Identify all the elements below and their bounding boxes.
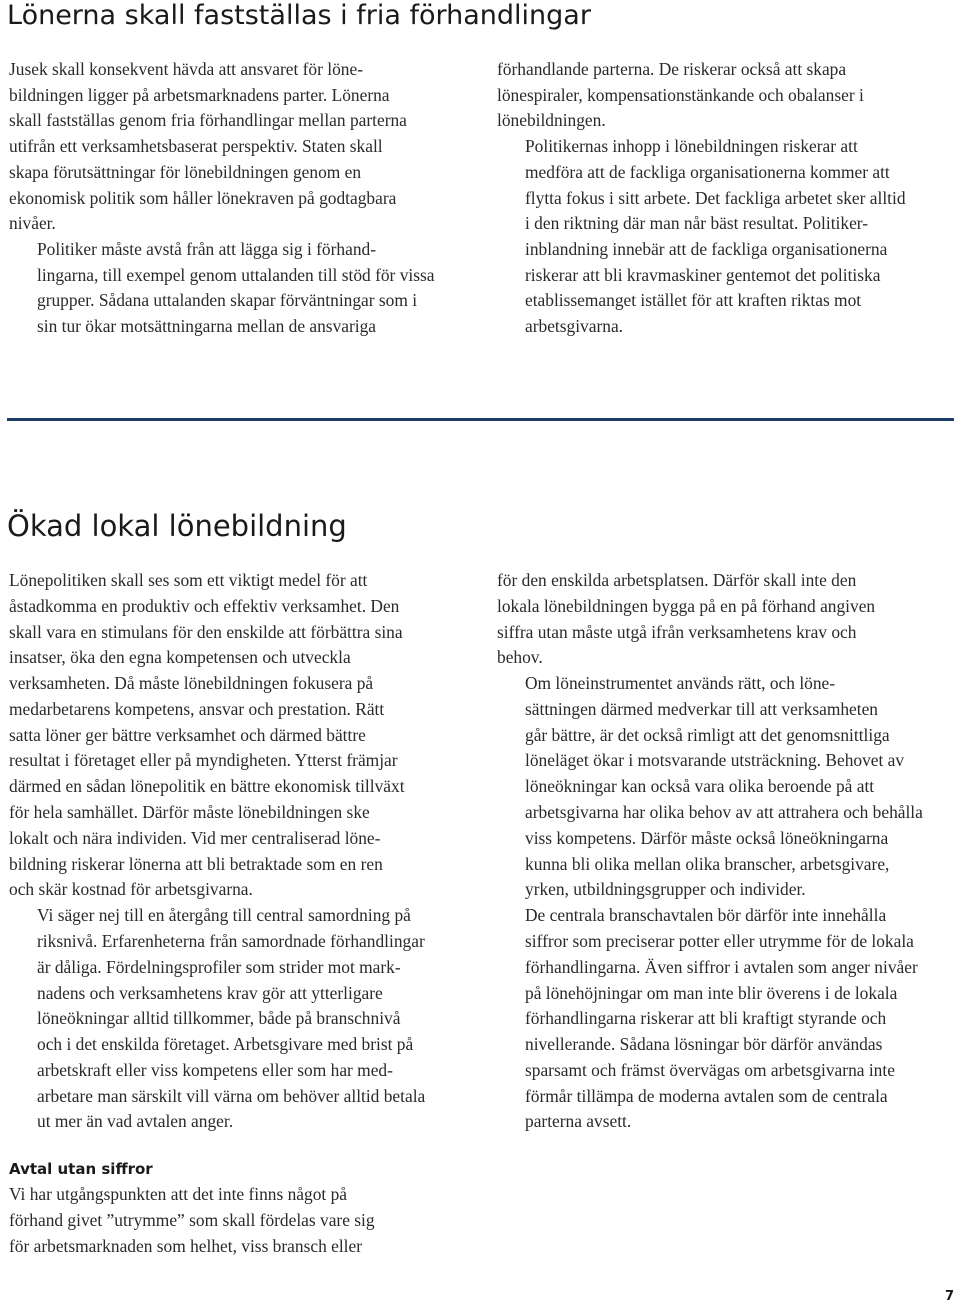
text-line: skapa förutsättningar för lönebildningen genom en <box>9 161 362 182</box>
text-line: siffra utan måste utgå ifrån verksamhetens krav och <box>497 621 857 642</box>
section-divider <box>7 418 954 421</box>
text-line: kunna bli olika mellan olika branscher, arbetsgivare, <box>525 853 890 874</box>
paragraph <box>497 568 960 671</box>
text-line: grupper. Sådana uttalanden skapar förväntningar som i <box>37 290 418 311</box>
section-heading-local-wage-setting: Ökad lokal lönebildning <box>7 509 347 543</box>
column-right-section2 <box>497 568 960 1135</box>
text-line: därmed en sådan lönepolitik en bättre ekonomisk tillväxt <box>9 776 405 797</box>
text-line: går bättre, är det också rimligt att det genomsnittliga <box>525 724 890 745</box>
text-line: Vi har utgångspunkten att det inte finns något på <box>9 1184 347 1204</box>
text-line: för hela samhället. Därför måste lönebildningen ske <box>9 802 370 823</box>
text-line: för den enskilda arbetsplatsen. Därför skall inte den <box>497 570 857 590</box>
text-line: arbetare man särskilt vill värna om behöver alltid betala <box>37 1085 426 1106</box>
text-line: Jusek skall konsekvent hävda att ansvaret för löne- <box>9 59 363 79</box>
paragraph <box>497 57 960 134</box>
text-line: åstadkomma en produktiv och effektiv verksamhet. Den <box>9 595 400 616</box>
text-line: lingarna, till exempel genom uttalanden till stöd för vissa <box>37 264 435 285</box>
text-line: Lönepolitiken skall ses som ett viktigt medel för att <box>9 570 368 590</box>
paragraph <box>497 671 960 903</box>
text-line: och i det enskilda företaget. Arbetsgivare med brist på <box>37 1034 414 1055</box>
text-line: parterna avsett. <box>525 1111 632 1132</box>
paragraph <box>9 568 479 903</box>
text-line: nivåer. <box>9 213 56 234</box>
text-line: arbetsgivarna. <box>525 316 624 337</box>
text-line: flytta fokus i sitt arbete. Det fackliga arbetet sker alltid <box>525 187 906 208</box>
column-left-section1 <box>9 57 479 340</box>
text-line: riskerar att bli kravmaskiner gentemot det politiska <box>525 264 881 285</box>
text-line: viss kompetens. Därför måste också löneökningarna <box>525 827 889 848</box>
column-left-section2 <box>9 568 479 1135</box>
text-line: arbetsgivarna har olika behov av att attrahera och behålla <box>525 802 923 823</box>
text-line: förhandlingarna riskerar att bli kraftigt styrande och <box>525 1008 887 1029</box>
text-line: lönespiraler, kompensationstänkande och obalanser i <box>497 84 864 105</box>
text-line: yrken, utbildningsgrupper och individer. <box>525 879 806 900</box>
text-line: förmår tillämpa de moderna avtalen som de centrala <box>525 1085 888 1106</box>
text-line: Politiker måste avstå från att lägga sig i förhand- <box>37 238 377 259</box>
text-line: satta löner ger bättre verksamhet och därmed bättre <box>9 724 366 745</box>
text-line: förhandlingarna. Även siffror i avtalen som anger nivåer <box>525 956 918 977</box>
text-line: nadens och verksamhetens krav gör att ytterligare <box>37 982 383 1003</box>
text-line: på lönehöjningar om man inte blir överens i de lokala <box>525 982 898 1003</box>
text-line: bildningen ligger på arbetsmarknadens parter. Lönerna <box>9 84 390 105</box>
text-line: för arbetsmarknaden som helhet, viss bransch eller <box>9 1235 363 1256</box>
text-line: insatser, öka den egna kompetensen och utveckla <box>9 647 351 668</box>
text-line: riksnivå. Erfarenheterna från samordnade förhandlingar <box>37 930 425 951</box>
section3-block <box>9 1157 479 1259</box>
paragraph <box>9 1182 479 1259</box>
text-line: arbetskraft eller viss kompetens eller som har med- <box>37 1059 393 1080</box>
text-line: sparsamt och främst övervägas om arbetsgivarna inte <box>525 1059 895 1080</box>
section-heading-wage-negotiations: Lönerna skall fastställas i fria förhandlingar <box>7 0 591 31</box>
text-line: Om löneinstrumentet används rätt, och löne- <box>525 673 836 694</box>
column-right-section1 <box>497 57 960 340</box>
paragraph <box>497 903 960 1135</box>
text-line: lönebildningen. <box>497 110 606 131</box>
text-line: lokalt och nära individen. Vid mer centraliserad löne- <box>9 827 381 848</box>
text-line: skall vara en stimulans för den enskilde att förbättra sina <box>9 621 403 642</box>
text-line: De centrala branschavtalen bör därför inte innehålla <box>525 905 887 926</box>
text-line: medföra att de fackliga organisationerna kommer att <box>525 161 890 182</box>
subheading-agreements-without-figures: Avtal utan siffror <box>9 1160 153 1178</box>
text-line: löneläget ökar i motsvarande utsträckning. Behovet av <box>525 750 905 771</box>
text-line: och skär kostnad för arbetsgivarna. <box>9 879 253 900</box>
text-line: löneökningar alltid tillkommer, både på branschnivå <box>37 1008 401 1029</box>
text-line: Vi säger nej till en återgång till central samordning på <box>37 905 411 926</box>
text-line: sin tur ökar motsättningarna mellan de ansvariga <box>37 316 377 337</box>
paragraph <box>9 237 479 340</box>
text-line: lokala lönebildningen bygga på en på förhand angiven <box>497 595 876 616</box>
page-number: 7 <box>944 1289 954 1304</box>
text-line: ekonomisk politik som håller lönekraven på godtagbara <box>9 187 397 208</box>
text-line: resultat i företaget eller på myndigheten. Ytterst främjar <box>9 750 398 771</box>
text-line: siffror som preciserar potter eller utrymme för de lokala <box>525 930 914 951</box>
text-line: förhand givet ”utrymme” som skall fördelas vare sig <box>9 1209 375 1230</box>
text-line: medarbetarens kompetens, ansvar och prestation. Rätt <box>9 698 385 719</box>
text-line: löneökningar kan också vara olika beroende på att <box>525 776 875 797</box>
text-line: utifrån ett verksamhetsbaserat perspektiv. Staten skall <box>9 136 383 157</box>
text-line: är dåliga. Fördelningsprofiler som strider mot mark- <box>37 956 401 977</box>
text-line: inblandning innebär att de fackliga organisationerna <box>525 238 888 259</box>
text-line: skall fastställas genom fria förhandlingar mellan parterna <box>9 110 407 131</box>
paragraph <box>9 903 479 1135</box>
text-line: sättningen därmed medverkar till att verksamheten <box>525 698 879 719</box>
text-line: i den riktning där man når bäst resultat. Politiker- <box>525 213 869 234</box>
text-line: ut mer än vad avtalen anger. <box>37 1111 234 1132</box>
text-line: etablissemanget istället för att kraften riktas mot <box>525 290 862 311</box>
text-line: Politikernas inhopp i lönebildningen riskerar att <box>525 136 858 157</box>
text-line: bildning riskerar lönerna att bli betraktade som en ren <box>9 853 383 874</box>
text-line: verksamheten. Då måste lönebildningen fokusera på <box>9 673 374 694</box>
paragraph <box>9 57 479 237</box>
text-line: förhandlande parterna. De riskerar också att skapa <box>497 59 847 79</box>
paragraph <box>497 134 960 340</box>
text-line: behov. <box>497 647 543 668</box>
text-line: nivellerande. Sådana lösningar bör därför användas <box>525 1034 883 1055</box>
